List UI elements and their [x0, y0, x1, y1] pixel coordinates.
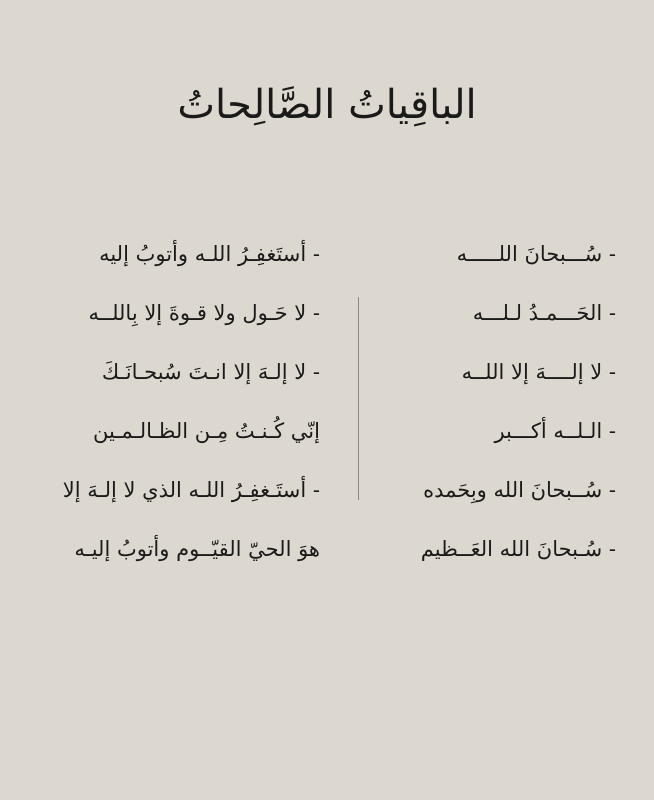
dhikr-line: إنّي كُـنـتُ مِـن الظـالـمـين: [92, 419, 320, 443]
dhikr-line: - سُـبحانَ الله العَــظيم: [420, 537, 616, 561]
dhikr-line: - الحَـــمـدُ لـلـــه: [472, 301, 616, 325]
right-dhikr-list: [386, 225, 616, 579]
dhikr-line: - سُـــبحانَ اللـــــه: [456, 242, 616, 266]
column-divider: [358, 297, 359, 500]
dhikr-line: - الـلــه أكـــبر: [494, 419, 616, 443]
dhikr-line: - سُــبحانَ الله وبِحَمده: [423, 478, 616, 502]
page-title: الباقِياتُ الصَّالِحاتُ: [177, 82, 477, 128]
dhikr-line: - لا إلـهَ إلا انـتَ سُبحـانَـكَ: [101, 360, 320, 384]
dhikr-line: - لا حَـول ولا قـوةَ إلا بِاللــه: [88, 301, 320, 325]
dhikr-line: - لا إلــــهَ إلا اللــه: [461, 360, 616, 384]
left-dhikr-list: [30, 225, 320, 579]
dhikr-line: هوَ الحيّ القيّــوم وأتوبُ إليـه: [74, 537, 320, 561]
dhikr-line: - أستَغفِـرُ اللـه وأتوبُ إليه: [99, 242, 320, 266]
dhikr-line: - أستَـغفِـرُ اللـه الذي لا إلـهَ إلا: [62, 478, 320, 502]
